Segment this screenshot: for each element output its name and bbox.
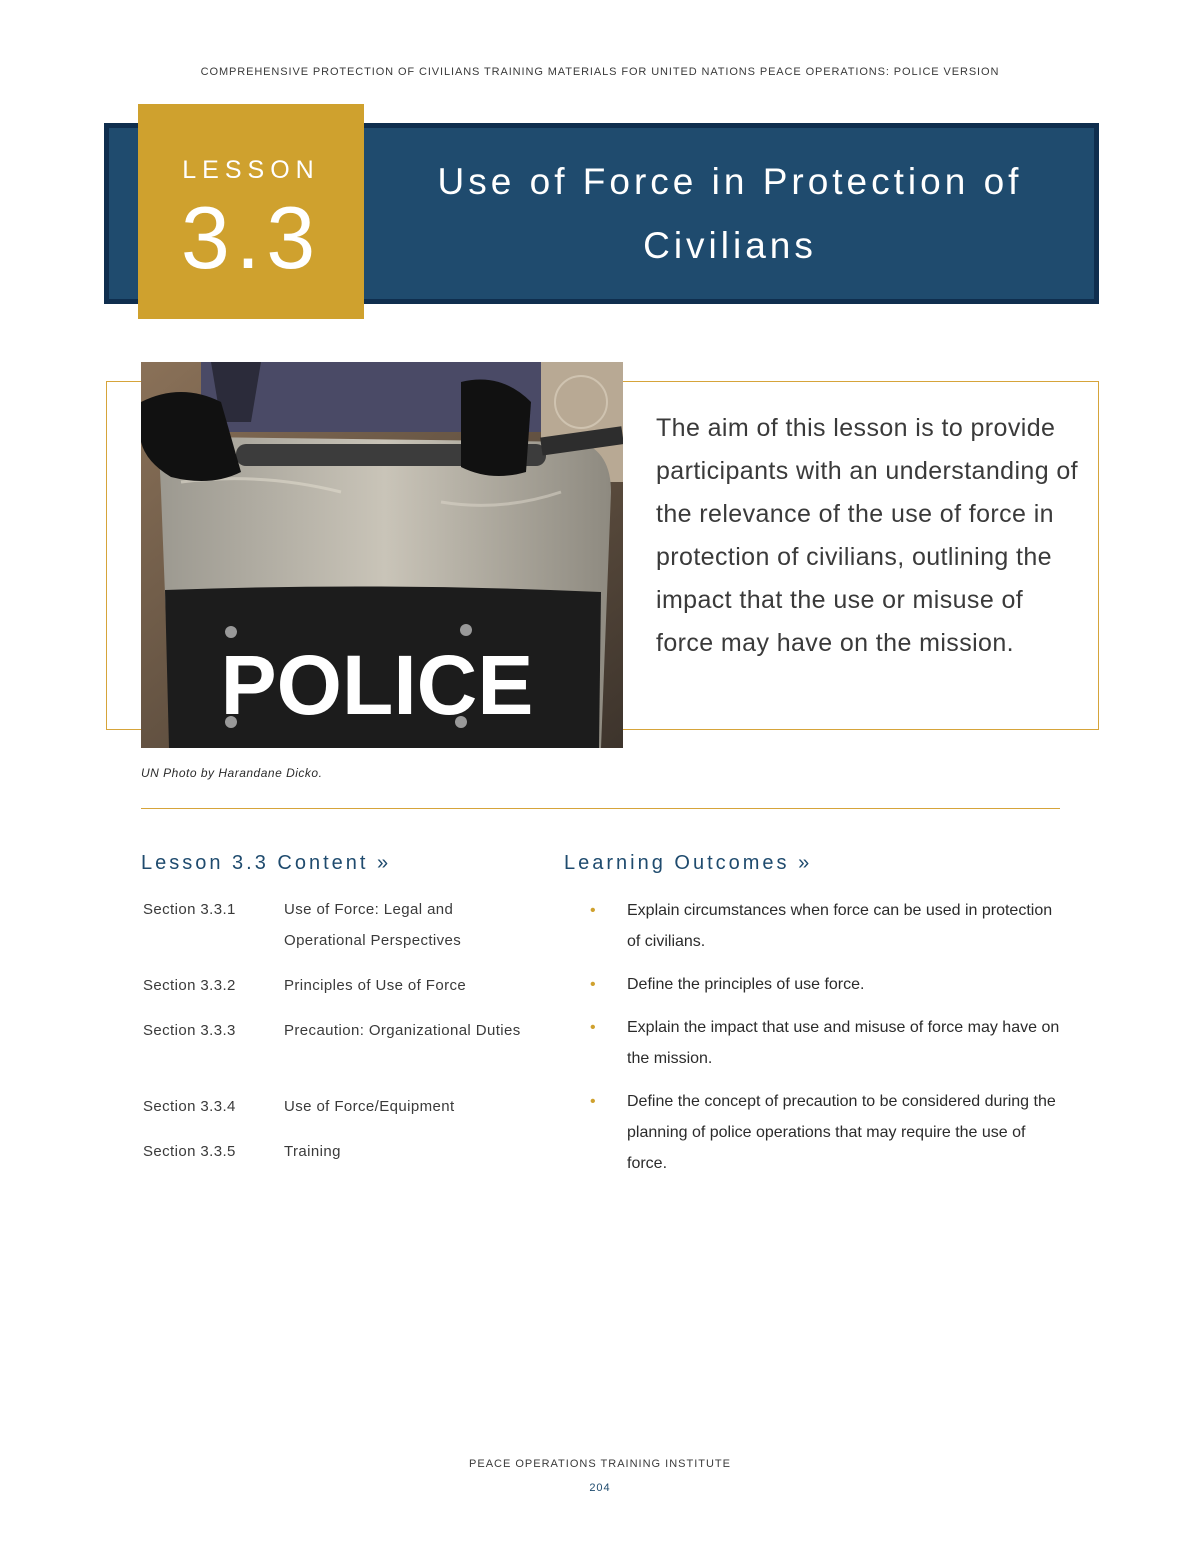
section-divider	[141, 808, 1060, 809]
toc-section-number: Section 3.3.1	[143, 901, 236, 918]
outcome-text: Explain the impact that use and misuse of force may have on the mission.	[627, 1019, 1060, 1067]
lesson-number: 3.3	[180, 188, 322, 287]
toc-section-title: Use of Force/Equipment	[284, 1098, 455, 1115]
toc-section-title: Use of Force: Legal and Operational Perspectives	[284, 901, 462, 949]
police-shield-photo	[141, 362, 623, 748]
outcome-text: Define the principles of use force.	[627, 976, 865, 993]
bullet-icon: •	[590, 1019, 596, 1036]
toc-section-title: Precaution: Organizational Duties	[284, 1022, 521, 1039]
learning-outcomes-heading: Learning Outcomes »	[564, 852, 813, 874]
shield-police-label: POLICE	[220, 638, 534, 732]
footer-organization: PEACE OPERATIONS TRAINING INSTITUTE	[469, 1458, 731, 1470]
bullet-icon: •	[590, 902, 596, 919]
toc-section-number: Section 3.3.5	[143, 1143, 236, 1160]
outcome-text: Explain circumstances when force can be used in protection of civilians.	[627, 902, 1053, 950]
toc-section-title: Training	[284, 1143, 341, 1160]
toc-section-number: Section 3.3.3	[143, 1022, 236, 1039]
bullet-icon: •	[590, 976, 596, 993]
toc-section-title: Principles of Use of Force	[284, 977, 467, 994]
lesson-title: Use of Force in Protection of Civilians	[437, 161, 1023, 266]
running-header: COMPREHENSIVE PROTECTION OF CIVILIANS TRAINING MATERIALS FOR UNITED NATIONS PEACE OPERATIONS: POLICE VERSION	[200, 66, 1000, 78]
lesson-number-box	[138, 104, 364, 319]
lesson-label: LESSON	[182, 156, 320, 184]
toc-section-number: Section 3.3.4	[143, 1098, 236, 1115]
lesson-content-heading: Lesson 3.3 Content »	[141, 852, 392, 874]
toc-section-number: Section 3.3.2	[143, 977, 236, 994]
photo-caption: UN Photo by Harandane Dicko.	[141, 766, 323, 780]
page-number: 204	[589, 1482, 611, 1494]
outcome-text: Define the concept of precaution to be considered during the planning of police operations that may require the use of force.	[627, 1093, 1056, 1172]
aim-statement: The aim of this lesson is to provide participants with an understanding of the relevance of the use of force in protection of civilians, outlining the impact that the use or misuse of force may have on the mission.	[656, 414, 1079, 657]
bullet-icon: •	[590, 1093, 596, 1110]
